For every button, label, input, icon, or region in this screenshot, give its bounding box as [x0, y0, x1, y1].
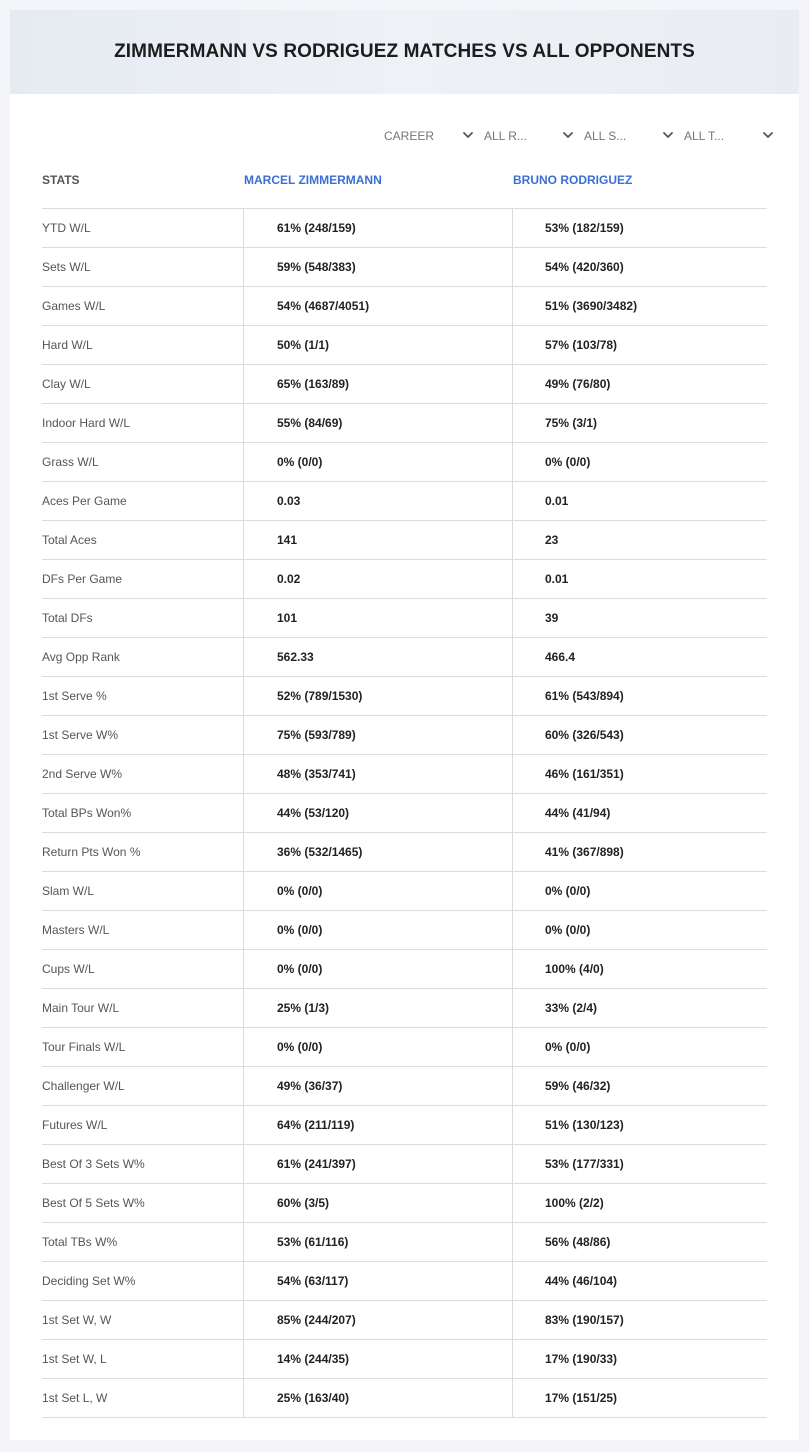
- player2-stat-value: 17% (190/33): [512, 1340, 767, 1378]
- stat-label: Total Aces: [42, 533, 97, 547]
- table-row: [42, 1223, 767, 1262]
- stat-label: Challenger W/L: [42, 1079, 125, 1093]
- stat-label: Avg Opp Rank: [42, 650, 120, 664]
- player1-stat-value: 0% (0/0): [243, 1028, 512, 1066]
- player2-stat-value: 33% (2/4): [512, 989, 767, 1027]
- table-row: [42, 365, 767, 404]
- player2-stat-value: 0.01: [512, 560, 767, 598]
- player2-stat-value: 44% (46/104): [512, 1262, 767, 1300]
- table-row: [42, 1262, 767, 1301]
- player1-stat-value: 54% (63/117): [243, 1262, 512, 1300]
- stat-label: Futures W/L: [42, 1118, 108, 1132]
- player1-stat-value: 54% (4687/4051): [243, 287, 512, 325]
- stat-label: Tour Finals W/L: [42, 1040, 126, 1054]
- table-row: [42, 716, 767, 755]
- table-row: [42, 833, 767, 872]
- table-row: [42, 482, 767, 521]
- stat-label: Slam W/L: [42, 884, 95, 898]
- table-row: [42, 1379, 767, 1418]
- stat-label: 1st Serve W%: [42, 728, 119, 742]
- table-row: [42, 599, 767, 638]
- player1-stat-value: 0% (0/0): [243, 950, 512, 988]
- chevron-down-icon: [662, 130, 674, 140]
- player1-stat-value: 48% (353/741): [243, 755, 512, 793]
- table-row: [42, 209, 767, 248]
- page-title: ZIMMERMANN VS RODRIGUEZ MATCHES VS ALL OPPONENTS: [114, 41, 695, 62]
- player1-stat-value: 101: [243, 599, 512, 637]
- filter-surface-label: ALL S...: [584, 129, 627, 143]
- stat-label: Best Of 5 Sets W%: [42, 1196, 145, 1210]
- player2-stat-value: 60% (326/543): [512, 716, 767, 754]
- player2-stat-value: 61% (543/894): [512, 677, 767, 715]
- player2-stat-value: 59% (46/32): [512, 1067, 767, 1105]
- filter-round-dropdown[interactable]: [480, 127, 580, 145]
- player2-stat-value: 49% (76/80): [512, 365, 767, 403]
- player1-stat-value: 61% (241/397): [243, 1145, 512, 1183]
- player2-stat-value: 39: [512, 599, 767, 637]
- table-header: [42, 170, 767, 208]
- player2-stat-value: 57% (103/78): [512, 326, 767, 364]
- filter-tournament-dropdown[interactable]: [680, 127, 780, 145]
- stat-label: 1st Set L, W: [42, 1391, 108, 1405]
- comparison-card: [10, 10, 799, 1440]
- player2-stat-value: 0% (0/0): [512, 872, 767, 910]
- player2-stat-value: 466.4: [512, 638, 767, 676]
- table-row: [42, 326, 767, 365]
- player1-stat-value: 562.33: [243, 638, 512, 676]
- player2-stat-value: 51% (130/123): [512, 1106, 767, 1144]
- stat-label: Hard W/L: [42, 338, 93, 352]
- column-header-stats: STATS: [42, 173, 80, 187]
- filter-round-label: ALL R...: [484, 129, 527, 143]
- player1-stat-value: 59% (548/383): [243, 248, 512, 286]
- player2-stat-value: 53% (182/159): [512, 209, 767, 247]
- table-row: [42, 1184, 767, 1223]
- table-row: [42, 872, 767, 911]
- stat-label: Masters W/L: [42, 923, 110, 937]
- stat-label: Indoor Hard W/L: [42, 416, 131, 430]
- table-row: [42, 1106, 767, 1145]
- chevron-down-icon: [762, 130, 774, 140]
- player1-stat-value: 64% (211/119): [243, 1106, 512, 1144]
- player1-stat-value: 0% (0/0): [243, 443, 512, 481]
- player1-stat-value: 50% (1/1): [243, 326, 512, 364]
- table-row: [42, 950, 767, 989]
- table-row: [42, 989, 767, 1028]
- stat-label: Total TBs W%: [42, 1235, 118, 1249]
- table-row: [42, 521, 767, 560]
- stat-label: Sets W/L: [42, 260, 91, 274]
- player1-stat-value: 0% (0/0): [243, 911, 512, 949]
- player1-stat-value: 49% (36/37): [243, 1067, 512, 1105]
- table-row: [42, 443, 767, 482]
- stat-label: Deciding Set W%: [42, 1274, 136, 1288]
- player2-link[interactable]: BRUNO RODRIGUEZ: [513, 173, 633, 187]
- table-row: [42, 1340, 767, 1379]
- player2-stat-value: 0% (0/0): [512, 911, 767, 949]
- chevron-down-icon: [462, 130, 474, 140]
- player2-stat-value: 46% (161/351): [512, 755, 767, 793]
- player2-stat-value: 0% (0/0): [512, 1028, 767, 1066]
- player1-stat-value: 44% (53/120): [243, 794, 512, 832]
- player1-stat-value: 60% (3/5): [243, 1184, 512, 1222]
- player2-stat-value: 41% (367/898): [512, 833, 767, 871]
- stat-label: Clay W/L: [42, 377, 91, 391]
- stat-label: Main Tour W/L: [42, 1001, 120, 1015]
- stats-table: [42, 208, 767, 1418]
- stat-label: Total BPs Won%: [42, 806, 132, 820]
- stat-label: Cups W/L: [42, 962, 95, 976]
- player1-stat-value: 36% (532/1465): [243, 833, 512, 871]
- table-row: [42, 1301, 767, 1340]
- stat-label: Total DFs: [42, 611, 93, 625]
- stat-label: Aces Per Game: [42, 494, 127, 508]
- filter-period-label: CAREER: [384, 129, 435, 143]
- player1-stat-value: 61% (248/159): [243, 209, 512, 247]
- stat-label: Grass W/L: [42, 455, 99, 469]
- stat-label: 2nd Serve W%: [42, 767, 123, 781]
- stat-label: YTD W/L: [42, 221, 91, 235]
- table-row: [42, 560, 767, 599]
- table-row: [42, 1067, 767, 1106]
- player1-stat-value: 25% (163/40): [243, 1379, 512, 1417]
- player2-stat-value: 23: [512, 521, 767, 559]
- filter-bar: [380, 127, 780, 145]
- table-row: [42, 677, 767, 716]
- player2-stat-value: 56% (48/86): [512, 1223, 767, 1261]
- player1-stat-value: 0.03: [243, 482, 512, 520]
- player1-stat-value: 55% (84/69): [243, 404, 512, 442]
- filter-tournament-label: ALL T...: [684, 129, 725, 143]
- player1-stat-value: 0% (0/0): [243, 872, 512, 910]
- table-row: [42, 1028, 767, 1067]
- player1-stat-value: 65% (163/89): [243, 365, 512, 403]
- table-row: [42, 287, 767, 326]
- stat-label: Return Pts Won %: [42, 845, 141, 859]
- stat-label: Best Of 3 Sets W%: [42, 1157, 145, 1171]
- stat-label: 1st Serve %: [42, 689, 107, 703]
- table-row: [42, 638, 767, 677]
- table-row: [42, 911, 767, 950]
- player1-link[interactable]: MARCEL ZIMMERMANN: [244, 173, 382, 187]
- card-header: [10, 10, 799, 94]
- player2-stat-value: 17% (151/25): [512, 1379, 767, 1417]
- chevron-down-icon: [562, 130, 574, 140]
- player1-stat-value: 141: [243, 521, 512, 559]
- player2-stat-value: 0% (0/0): [512, 443, 767, 481]
- stat-label: Games W/L: [42, 299, 106, 313]
- filter-period-dropdown[interactable]: [380, 127, 480, 145]
- stat-label: 1st Set W, W: [42, 1313, 112, 1327]
- player2-stat-value: 51% (3690/3482): [512, 287, 767, 325]
- player2-stat-value: 83% (190/157): [512, 1301, 767, 1339]
- stat-label: 1st Set W, L: [42, 1352, 107, 1366]
- player1-stat-value: 85% (244/207): [243, 1301, 512, 1339]
- player1-stat-value: 0.02: [243, 560, 512, 598]
- player1-stat-value: 14% (244/35): [243, 1340, 512, 1378]
- player2-stat-value: 54% (420/360): [512, 248, 767, 286]
- player2-stat-value: 44% (41/94): [512, 794, 767, 832]
- table-row: [42, 794, 767, 833]
- player2-stat-value: 75% (3/1): [512, 404, 767, 442]
- player1-stat-value: 52% (789/1530): [243, 677, 512, 715]
- filter-surface-dropdown[interactable]: [580, 127, 680, 145]
- table-row: [42, 755, 767, 794]
- player1-stat-value: 25% (1/3): [243, 989, 512, 1027]
- player2-stat-value: 100% (4/0): [512, 950, 767, 988]
- player1-stat-value: 75% (593/789): [243, 716, 512, 754]
- player1-stat-value: 53% (61/116): [243, 1223, 512, 1261]
- table-row: [42, 248, 767, 287]
- table-row: [42, 404, 767, 443]
- stat-label: DFs Per Game: [42, 572, 123, 586]
- player2-stat-value: 100% (2/2): [512, 1184, 767, 1222]
- player2-stat-value: 0.01: [512, 482, 767, 520]
- table-row: [42, 1145, 767, 1184]
- player2-stat-value: 53% (177/331): [512, 1145, 767, 1183]
